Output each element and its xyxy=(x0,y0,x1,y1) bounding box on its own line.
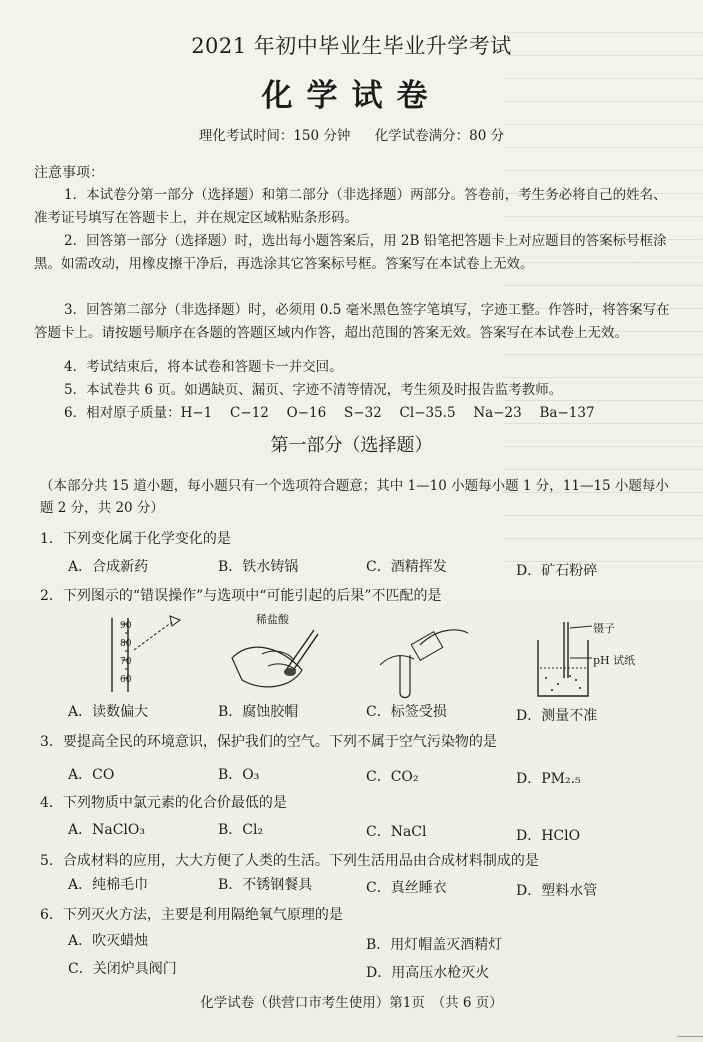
acid-label: 稀盐酸 xyxy=(256,613,289,626)
note-1: 1．本试卷分第一部分（选择题）和第二部分（非选择题）两部分。答卷前，考生务必将自己的姓名、准考证号填写在答题卡上，并在规定区域粘贴条形码。 xyxy=(34,187,667,226)
q3-option-a: A．CO xyxy=(68,767,115,783)
note-3: 3．回答第二部分（非选择题）时，必须用 0.5 毫米黑色签字笔填写，字迹工整。作答时，将答案写在答题卡上。请按题号顺序在各题的答题区域内作答，超出范围的答案无效。答案写在本试卷上无效。 xyxy=(34,302,670,341)
q5-option-d: D．塑料水管 xyxy=(516,883,598,899)
exam-time: 理化考试时间：150 分钟 xyxy=(198,128,351,144)
q2-option-d: D．测量不准 xyxy=(516,708,598,724)
q5-option-a: A．纯棉毛巾 xyxy=(68,877,149,893)
q3-option-d: D．PM₂.₅ xyxy=(516,771,581,787)
q4-option-c: C．NaCl xyxy=(366,824,427,840)
q3-option-c: C．CO₂ xyxy=(366,769,419,785)
q4-option-a: A．NaClO₃ xyxy=(68,822,145,838)
section-title: 第一部分（选择题） xyxy=(270,435,433,456)
section-description: （本部分共 15 道小题，每小题只有一个选项符合题意；其中 1—10 小题每小题 1 分，11—15 小题每小题 2 分，共 20 分） xyxy=(40,478,669,516)
q6-option-d: D．用高压水枪灭火 xyxy=(366,965,490,981)
exam-title: 2021 年初中毕业生毕业升学考试 xyxy=(191,34,512,58)
q6-option-b: B．用灯帽盖灭酒精灯 xyxy=(366,937,503,953)
exam-score: 化学试卷满分：80 分 xyxy=(374,128,505,144)
bottom-rule xyxy=(677,1036,703,1037)
question-2: 2．下列图示的“错误操作”与选项中“可能引起的后果”不匹配的是 xyxy=(40,588,442,604)
q4-option-d: D．HClO xyxy=(516,828,581,844)
question-1: 1．下列变化属于化学变化的是 xyxy=(40,531,231,547)
note-6: 6．相对原子质量：H−1 C−12 O−16 S−32 Cl−35.5 Na−23 Ba−137 xyxy=(64,405,595,421)
question-4: 4．下列物质中氯元素的化合价最低的是 xyxy=(40,795,287,811)
q2-option-b: B．腐蚀胶帽 xyxy=(218,704,299,720)
notes-heading: 注意事项： xyxy=(34,165,104,181)
cylinder-tick-70: 70 xyxy=(120,657,132,667)
q1-option-a: A．合成新药 xyxy=(68,559,149,575)
note-2: 2．回答第一部分（选择题）时，选出每小题答案后，用 2B 铅笔把答题卡上对应题目的答案标号框涂黑。如需改动，用橡皮擦干净后，再选涂其它答案标号框。答案写在本试卷上无效。 xyxy=(34,233,667,272)
q5-option-c: C．真丝睡衣 xyxy=(366,880,447,896)
q5-option-b: B．不锈钢餐具 xyxy=(218,877,313,893)
question-3: 3．要提高全民的环境意识，保护我们的空气。下列不属于空气污染物的是 xyxy=(40,734,497,750)
q2-option-a: A．读数偏大 xyxy=(68,704,149,720)
subject-title: 化学试卷 xyxy=(261,78,442,114)
exam-info xyxy=(0,124,703,144)
q3-option-b: B．O₃ xyxy=(218,767,260,783)
question-6: 6．下列灭火方法，主要是利用隔绝氧气原理的是 xyxy=(40,907,343,923)
q4-option-b: B．Cl₂ xyxy=(218,822,264,838)
figure-d-beaker xyxy=(530,618,600,700)
ph-paper-label: pH 试纸 xyxy=(593,654,636,667)
q1-option-b: B．铁水铸锅 xyxy=(218,559,299,575)
q1-option-d: D．矿石粉碎 xyxy=(516,563,598,579)
page-footer: 化学试卷（供营口市考生使用）第1页 （共 6 页） xyxy=(200,995,503,1011)
cylinder-tick-80: 80 xyxy=(120,639,132,649)
q1-option-c: C．酒精挥发 xyxy=(366,559,447,575)
tweezers-label: 镊子 xyxy=(593,622,615,635)
note-5: 5．本试卷共 6 页。如遇缺页、漏页、字迹不清等情况，考生须及时报告监考教师。 xyxy=(64,382,563,398)
cylinder-tick-90: 90 xyxy=(120,621,132,631)
question-5: 5．合成材料的应用，大大方便了人类的生活。下列生活用品由合成材料制成的是 xyxy=(40,853,539,869)
figure-c-pouring xyxy=(370,615,475,700)
q6-option-a: A．吹灭蜡烛 xyxy=(68,933,149,949)
figure-a-cylinder xyxy=(100,610,190,700)
note-4: 4．考试结束后，将本试卷和答题卡一并交回。 xyxy=(64,359,343,375)
q2-option-c: C．标签受损 xyxy=(366,704,447,720)
cylinder-tick-60: 60 xyxy=(120,675,132,685)
q6-option-c: C．关闭炉具阀门 xyxy=(68,961,177,977)
